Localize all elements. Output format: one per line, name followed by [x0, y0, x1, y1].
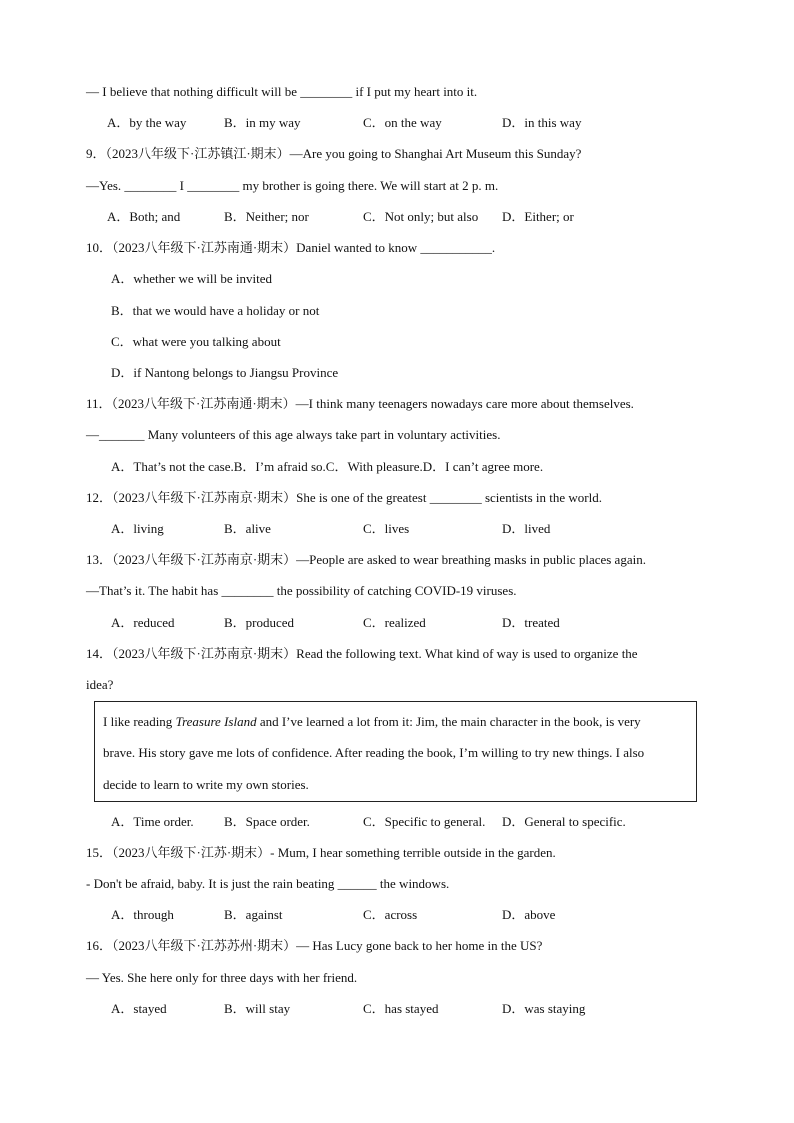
q11-line2: —_______ Many volunteers of this age always take part in voluntary activities. [86, 427, 501, 442]
q16-option-d: D．was staying [502, 1001, 586, 1016]
q9-stem: 9．（2023八年级下·江苏镇江·期末）—Are you going to Shanghai Art Museum this Sunday? [86, 146, 582, 161]
q9-option-d: D．Either; or [502, 209, 574, 224]
q15-option-b: B．against [224, 907, 283, 922]
q15-stem: 15．（2023八年级下·江苏·期末）- Mum, I hear something terrible outside in the garden. [86, 845, 556, 860]
q14-option-c: C．Specific to general. [363, 814, 486, 829]
q16-option-c: C．has stayed [363, 1001, 439, 1016]
q14-stem: 14．（2023八年级下·江苏南京·期末）Read the following text. What kind of way is used to organize the [86, 646, 638, 661]
q14-book-title: Treasure Island [175, 714, 257, 729]
q14-option-b: B．Space order. [224, 814, 310, 829]
q10-option-d: D．if Nantong belongs to Jiangsu Province [111, 365, 339, 380]
q12-option-b: B．alive [224, 521, 271, 536]
q8-option-d: D．in this way [502, 115, 582, 130]
q14-passage-box [94, 701, 697, 802]
q15-line2: - Don't be afraid, baby. It is just the rain beating ______ the windows. [86, 876, 450, 891]
q8-option-c: C．on the way [363, 115, 442, 130]
q9-option-a: A．Both; and [107, 209, 181, 224]
q16-option-b: B．will stay [224, 1001, 291, 1016]
q13-line2: —That’s it. The habit has ________ the possibility of catching COVID-19 viruses. [86, 583, 517, 598]
q12-option-c: C．lives [363, 521, 410, 536]
q11-options: A．That’s not the case.B．I’m afraid so.C．With pleasure.D．I can’t agree more. [111, 459, 544, 474]
q13-option-d: D．treated [502, 615, 560, 630]
q13-option-b: B．produced [224, 615, 295, 630]
q16-option-a: A．stayed [111, 1001, 167, 1016]
q14-option-a: A．Time order. [111, 814, 194, 829]
q8-option-b: B．in my way [224, 115, 301, 130]
q9-option-c: C．Not only; but also [363, 209, 479, 224]
q10-option-a: A．whether we will be invited [111, 271, 273, 286]
q13-option-c: C．realized [363, 615, 426, 630]
q15-option-c: C．across [363, 907, 418, 922]
q14-option-d: D．General to specific. [502, 814, 626, 829]
q14-stem-cont: idea? [86, 677, 114, 692]
q12-stem: 12．（2023八年级下·江苏南京·期末）She is one of the greatest ________ scientists in the world. [86, 490, 602, 505]
q12-option-d: D．lived [502, 521, 551, 536]
q15-option-d: D．above [502, 907, 556, 922]
q10-option-c: C．what were you talking about [111, 334, 281, 349]
q15-option-a: A．through [111, 907, 174, 922]
q16-stem: 16．（2023八年级下·江苏苏州·期末）— Has Lucy gone back to her home in the US? [86, 938, 543, 953]
q13-stem: 13．（2023八年级下·江苏南京·期末）—People are asked to wear breathing masks in public places again. [86, 552, 646, 567]
q10-option-b: B．that we would have a holiday or not [111, 303, 320, 318]
q8-option-a: A．by the way [107, 115, 187, 130]
q12-option-a: A．living [111, 521, 164, 536]
q14-passage-line-2: brave. His story gave me lots of confidence. After reading the book, I’m willing to try new things. I also [103, 745, 645, 760]
q9-line2: —Yes. ________ I ________ my brother is going there. We will start at 2 p. m. [86, 178, 499, 193]
q11-stem: 11．（2023八年级下·江苏南通·期末）—I think many teenagers nowadays care more about themselves. [86, 396, 634, 411]
q14-passage-line-1: I like reading Treasure Island and I’ve learned a lot from it: Jim, the main character in the book, is very [103, 714, 641, 729]
q8-stem: — I believe that nothing difficult will be ________ if I put my heart into it. [86, 84, 478, 99]
q14-passage-line-3: decide to learn to write my own stories. [103, 777, 309, 792]
q9-option-b: B．Neither; nor [224, 209, 309, 224]
q16-line2: — Yes. She here only for three days with her friend. [86, 970, 358, 985]
q13-option-a: A．reduced [111, 615, 175, 630]
q10-stem: 10．（2023八年级下·江苏南通·期末）Daniel wanted to know ___________. [86, 240, 496, 255]
